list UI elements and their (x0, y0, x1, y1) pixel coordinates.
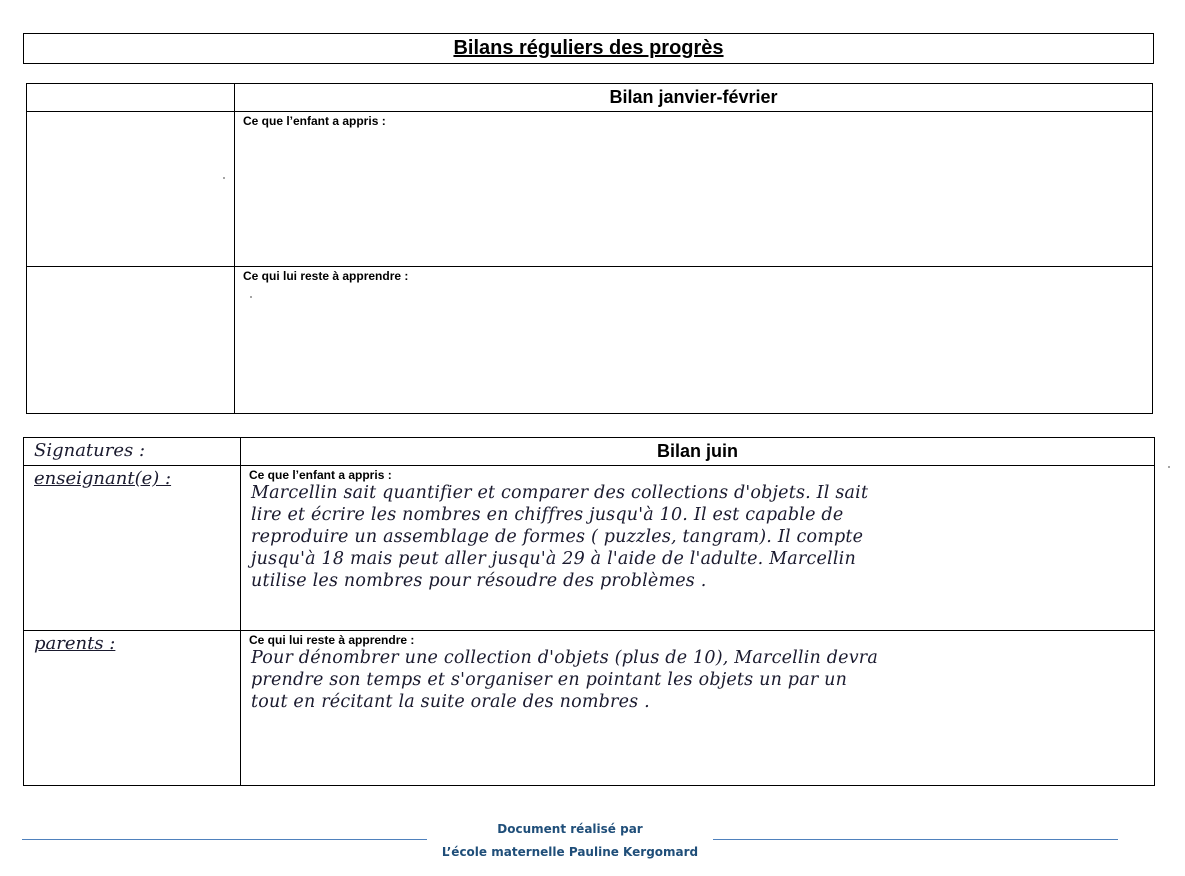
bilan-janvier-fevrier-table (26, 83, 1153, 414)
bilan-juin-header: Bilan juin (241, 438, 1155, 466)
appris-cell (235, 112, 1153, 267)
scan-speck (1168, 466, 1170, 468)
scan-speck (250, 296, 252, 298)
reste-handwriting-line: prendre son temps et s'organiser en pointant les objets un par un (251, 670, 848, 690)
parents-signature-cell (24, 631, 241, 786)
footer-line-2: L’école maternelle Pauline Kergomard (441, 845, 699, 859)
appris-handwriting-line: lire et écrire les nombres en chiffres jusqu'à 10. Il est capable de (251, 505, 844, 525)
bilan-janvier-fevrier-header: Bilan janvier-février (235, 84, 1153, 112)
appris-handwriting-line: jusqu'à 18 mais peut aller jusqu'à 29 à l'aide de l'adulte. Marcellin (251, 549, 856, 569)
appris-handwriting-line: reproduire un assemblage de formes ( puzzles, tangram). Il compte (251, 527, 864, 547)
appris-label: Ce que l’enfant a appris : (243, 114, 386, 128)
footer-divider-right (713, 839, 1118, 840)
document-title-box (23, 33, 1154, 64)
footer (420, 818, 720, 864)
empty-corner-cell (27, 84, 235, 112)
signatures-cell (24, 438, 241, 466)
juin-appris-cell (241, 466, 1155, 631)
reste-cell (235, 267, 1153, 414)
footer-line-1: Document réalisé par (497, 822, 643, 836)
bilan-juin-table (23, 437, 1155, 786)
reste-label: Ce qui lui reste à apprendre : (243, 269, 409, 283)
signatures-label: Signatures : (34, 440, 146, 461)
enseignant-signature-cell (24, 466, 241, 631)
footer-divider-left (22, 839, 427, 840)
reste-handwriting-line: tout en récitant la suite orale des nombres . (251, 692, 650, 712)
appris-handwriting-line: utilise les nombres pour résoudre des problèmes . (251, 571, 707, 591)
document-title: Bilans réguliers des progrès (453, 37, 724, 59)
juin-reste-label: Ce qui lui reste à apprendre : (249, 633, 415, 647)
appris-handwriting-line: Marcellin sait quantifier et comparer des collections d'objets. Il sait (251, 483, 869, 503)
juin-appris-label: Ce que l’enfant a appris : (249, 468, 392, 482)
parents-label: parents : (34, 633, 116, 654)
juin-reste-cell (241, 631, 1155, 786)
empty-sign-cell-2 (27, 267, 235, 414)
reste-handwriting-line: Pour dénombrer une collection d'objets (plus de 10), Marcellin devra (251, 648, 878, 668)
scan-speck (223, 177, 225, 179)
empty-sign-cell (27, 112, 235, 267)
enseignant-label: enseignant(e) : (34, 468, 172, 489)
